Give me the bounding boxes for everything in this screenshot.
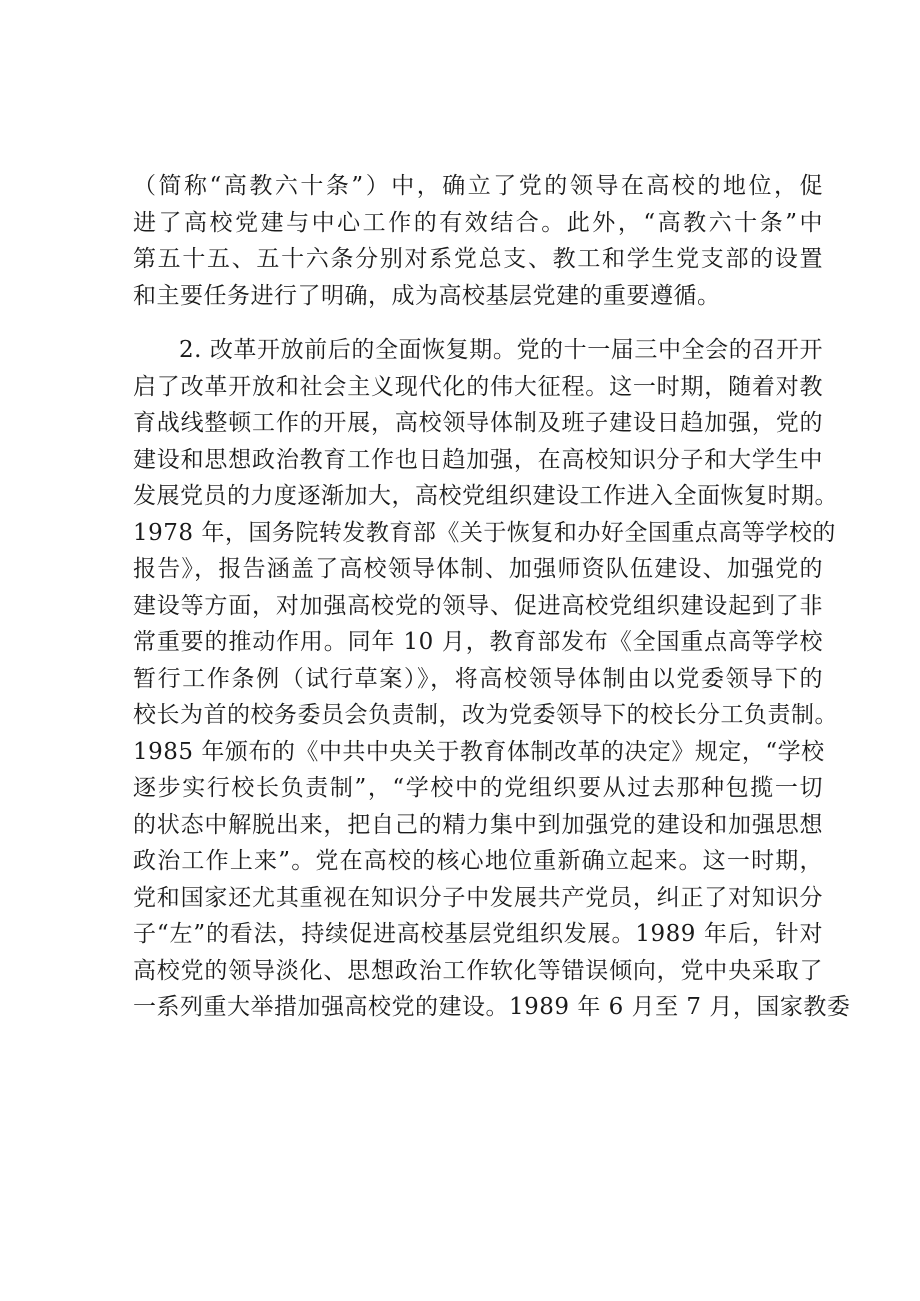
text-line: 暂行工作条例（试行草案）》，将高校领导体制由以党委领导下的 [133, 665, 823, 692]
body-text [133, 168, 851, 1026]
text-line: 一系列重大举措加强高校党的建设。1989 年 6 月至 7 月，国家教委 [133, 994, 851, 1020]
text-line: 高校党的领导淡化、思想政治工作软化等错误倾向，党中央采取了 [133, 957, 823, 984]
text-line: 建设等方面，对加强高校党的领导、促进高校党组织建设起到了非 [133, 592, 823, 619]
paragraph-2 [133, 332, 851, 1026]
text-line: 的状态中解脱出来，把自己的精力集中到加强党的建设和加强思想 [133, 811, 823, 838]
text-line: 发展党员的力度逐渐加大，高校党组织建设工作进入全面恢复时期。 [133, 483, 838, 509]
text-line: 逐步实行校长负责制”，“学校中的党组织要从过去那种包揽一切 [133, 775, 823, 801]
text-line: 政治工作上来”。党在高校的核心地位重新确立起来。这一时期， [133, 848, 823, 874]
text-line: 2. 改革开放前后的全面恢复期。党的十一届三中全会的召开开 [179, 337, 823, 363]
text-line: 第五十五、五十六条分别对系党总支、教工和学生党支部的设置 [133, 246, 823, 272]
text-line: 子“左”的看法，持续促进高校基层党组织发展。1989 年后，针对 [133, 921, 823, 947]
text-line: 进了高校党建与中心工作的有效结合。此外，“高教六十条”中 [133, 209, 823, 236]
text-line: 党和国家还尤其重视在知识分子中发展共产党员，纠正了对知识分 [133, 884, 823, 911]
text-line: 1985 年颁布的《中共中央关于教育体制改革的决定》规定，“学校 [133, 738, 825, 765]
text-line: 校长为首的校务委员会负责制，改为党委领导下的校长分工负责制。 [133, 702, 838, 728]
text-line: （简称“高教六十条”）中，确立了党的领导在高校的地位，促 [133, 173, 823, 199]
text-line: 常重要的推动作用。同年 10 月，教育部发布《全国重点高等学校 [133, 629, 823, 655]
text-line: 建设和思想政治教育工作也日趋加强，在高校知识分子和大学生中 [133, 446, 823, 473]
paragraph-spacer [133, 314, 823, 332]
text-line: 育战线整顿工作的开展，高校领导体制及班子建设日趋加强，党的 [133, 410, 823, 436]
text-line: 报告》，报告涵盖了高校领导体制、加强师资队伍建设、加强党的 [133, 556, 823, 582]
text-line: 启了改革开放和社会主义现代化的伟大征程。这一时期，随着对教 [133, 373, 823, 400]
paragraph-1 [133, 168, 823, 314]
text-line: 和主要任务进行了明确，成为高校基层党建的重要遵循。 [133, 282, 721, 309]
text-line: 1978 年，国务院转发教育部《关于恢复和办好全国重点高等学校的 [133, 519, 836, 546]
